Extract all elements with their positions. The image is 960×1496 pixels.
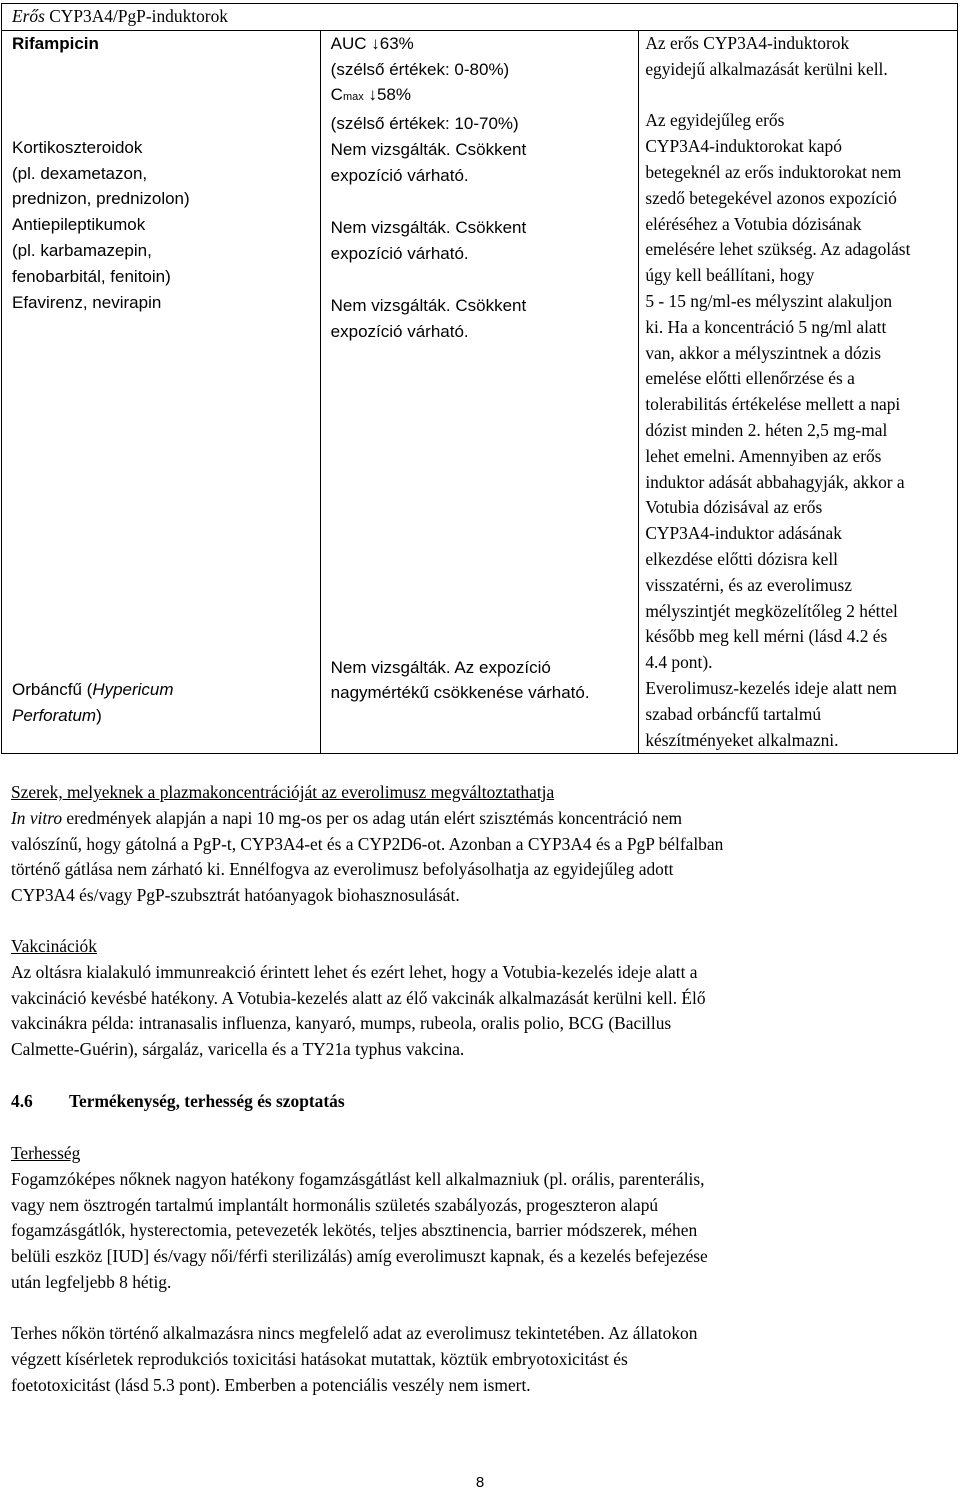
effect-column [320,30,639,754]
paragraph-line: foetotoxicitást (lásd 5.3 pont). Emberben a potenciális veszély nem ismert. [11,1374,531,1395]
recommendation-column [639,30,958,754]
section-heading-4-6 [11,1089,951,1115]
paragraph-line: után legfeljebb 8 hétig. [11,1271,172,1292]
effect-rifampicin: AUC ↓63% (szélső értékek: 0-80%) Cmax ↓58% (szélső értékek: 10-70%) [330,33,519,134]
section-vaccinations [11,934,951,1063]
effect-corticosteroids: Nem vizsgálták. Csökkent expozíció várható. [330,139,527,185]
section-title: Szerek, melyeknek a plazmakoncentrációját az everolimusz megváltoztathatja [11,782,555,802]
section-pregnancy-data [11,1321,951,1398]
paragraph-line: történő gátlása nem zárható ki. Ennélfogva az everolimusz befolyásolhatja az egyidejűleg adott [11,859,674,880]
recommendation-text: Az erős CYP3A4-induktorok egyidejű alkalmazását kerülni kell. Az egyidejűleg erős CYP3A4-induktorokat kapó betegeknél az erős induktorokat nem szedő betegekével azonos expozíció eléréséhez a Votubia dózisának emelésére lehet szükség. Az adagolást úgy kell beállítani, hogy 5 - 15 ng/ml-es mélyszint alakuljon ki. Ha a koncentráció 5 ng/ml alatt van, akkor a mélyszintnek a dózis emelése előtti ellenőrzése és a tolerabilitás értékelése mellett a napi dózist minden 2. héten 2,5 mg-mal lehet emelni. Amennyiben az erős induktor adását abbahagyják, akkor a Votubia dózisával az erős CYP3A4-induktor adásának elkezdése előtti dózisra kell visszatérni, és az everolimusz mélyszintjét megközelítőleg 2 héttel később meg kell mérni (lásd 4.2 és 4.4 pont). Everolimusz-kezelés ideje alatt nem szabad orbáncfű tartalmú készítményeket alkalmazni. [645,32,911,750]
paragraph-line: Terhes nőkön történő alkalmazásra nincs megfelelő adat az everolimusz tekintetében. Az állatokon [11,1323,698,1343]
paragraph-line: Az oltásra kialakuló immunreakció érintett lehet és ezért lehet, hogy a Votubia-kezelés ideje alatt a [11,961,698,982]
header-italic: Erős [12,6,45,26]
section-interactions-by-everolimus [11,780,951,909]
section-heading: Termékenység, terhesség és szoptatás [69,1091,345,1111]
table-header [2,4,958,31]
drug-corticosteroids: Kortikoszteroidok (pl. dexametazon, prednizon, prednizolon) [12,137,190,209]
table-header-row [2,4,958,31]
drug-column [2,30,321,754]
paragraph-line: végzett kísérletek reprodukciós toxicitási hatásokat mutattak, köztük embryotoxicitást és [11,1348,628,1369]
page-number: 8 [475,1474,485,1491]
paragraph-line: Calmette-Guérin), sárgaláz, varicella és a TY21a typhus vakcina. [11,1039,465,1060]
effect-efavirenz: Nem vizsgálták. Csökkent expozíció várható. [330,295,527,341]
drug-st-johns-wort: Orbáncfű (Hypericum Perforatum) [12,680,174,726]
paragraph-line: belüli eszköz [IUD] és/vagy női/férfi sterilizálás) amíg everolimuszt kapnak, és a kezelés befejezése [11,1246,708,1267]
paragraph-line: Fogamzóképes nőknek nagyon hatékony fogamzásgátlást kell alkalmazniuk (pl. orális, parenterális, [11,1168,705,1189]
section-title: Vakcinációk [11,936,97,956]
table-row [2,30,958,754]
paragraph-line: valószínű, hogy gátolná a PgP-t, CYP3A4-et és a CYP2D6-ot. Azonban a CYP3A4 és a PgP bélfalban [11,833,724,854]
drug-antiepileptics: Antiepileptikumok (pl. karbamazepin, fenobarbitál, fenitoin) [12,215,171,286]
paragraph-line: vakcináció kevésbé hatékony. A Votubia-kezelés alatt az élő vakcinák alkalmazását kerülni kell. Élő [11,987,706,1008]
effect-antiepileptics: Nem vizsgálták. Csökkent expozíció várható. [330,217,527,263]
paragraph-line: fogamzásgátlók, hysterectomia, petevezeték lekötés, teljes absztinencia, barrier módszerek, méhen [11,1220,698,1241]
header-text: CYP3A4/PgP-induktorok [44,6,228,26]
section-number: 4.6 [11,1091,33,1111]
drug-rifampicin: Rifampicin [12,33,99,53]
paragraph-line: vagy nem ösztrogén tartalmú implantált hormonális születés szabályozás, progeszteron alapú [11,1194,659,1215]
section-pregnancy [11,1141,951,1296]
paragraph-line: vakcinákra példa: intranasalis influenza, kanyaró, mumps, rubeola, oralis polio, BCG (Bacillus [11,1013,672,1034]
interaction-table [1,3,958,754]
drug-efavirenz: Efavirenz, nevirapin [12,292,162,312]
section-title: Terhesség [11,1143,81,1163]
paragraph-line: In vitro eredmények alapján a napi 10 mg-os per os adag után elért szisztémás koncentráció nem [11,807,683,828]
paragraph-line: CYP3A4 és/vagy PgP-szubsztrát hatóanyagok biohasznosulását. [11,885,460,906]
effect-st-johns-wort: Nem vizsgálták. Az expozíció nagymértékű csökkenése várható. [330,657,590,703]
